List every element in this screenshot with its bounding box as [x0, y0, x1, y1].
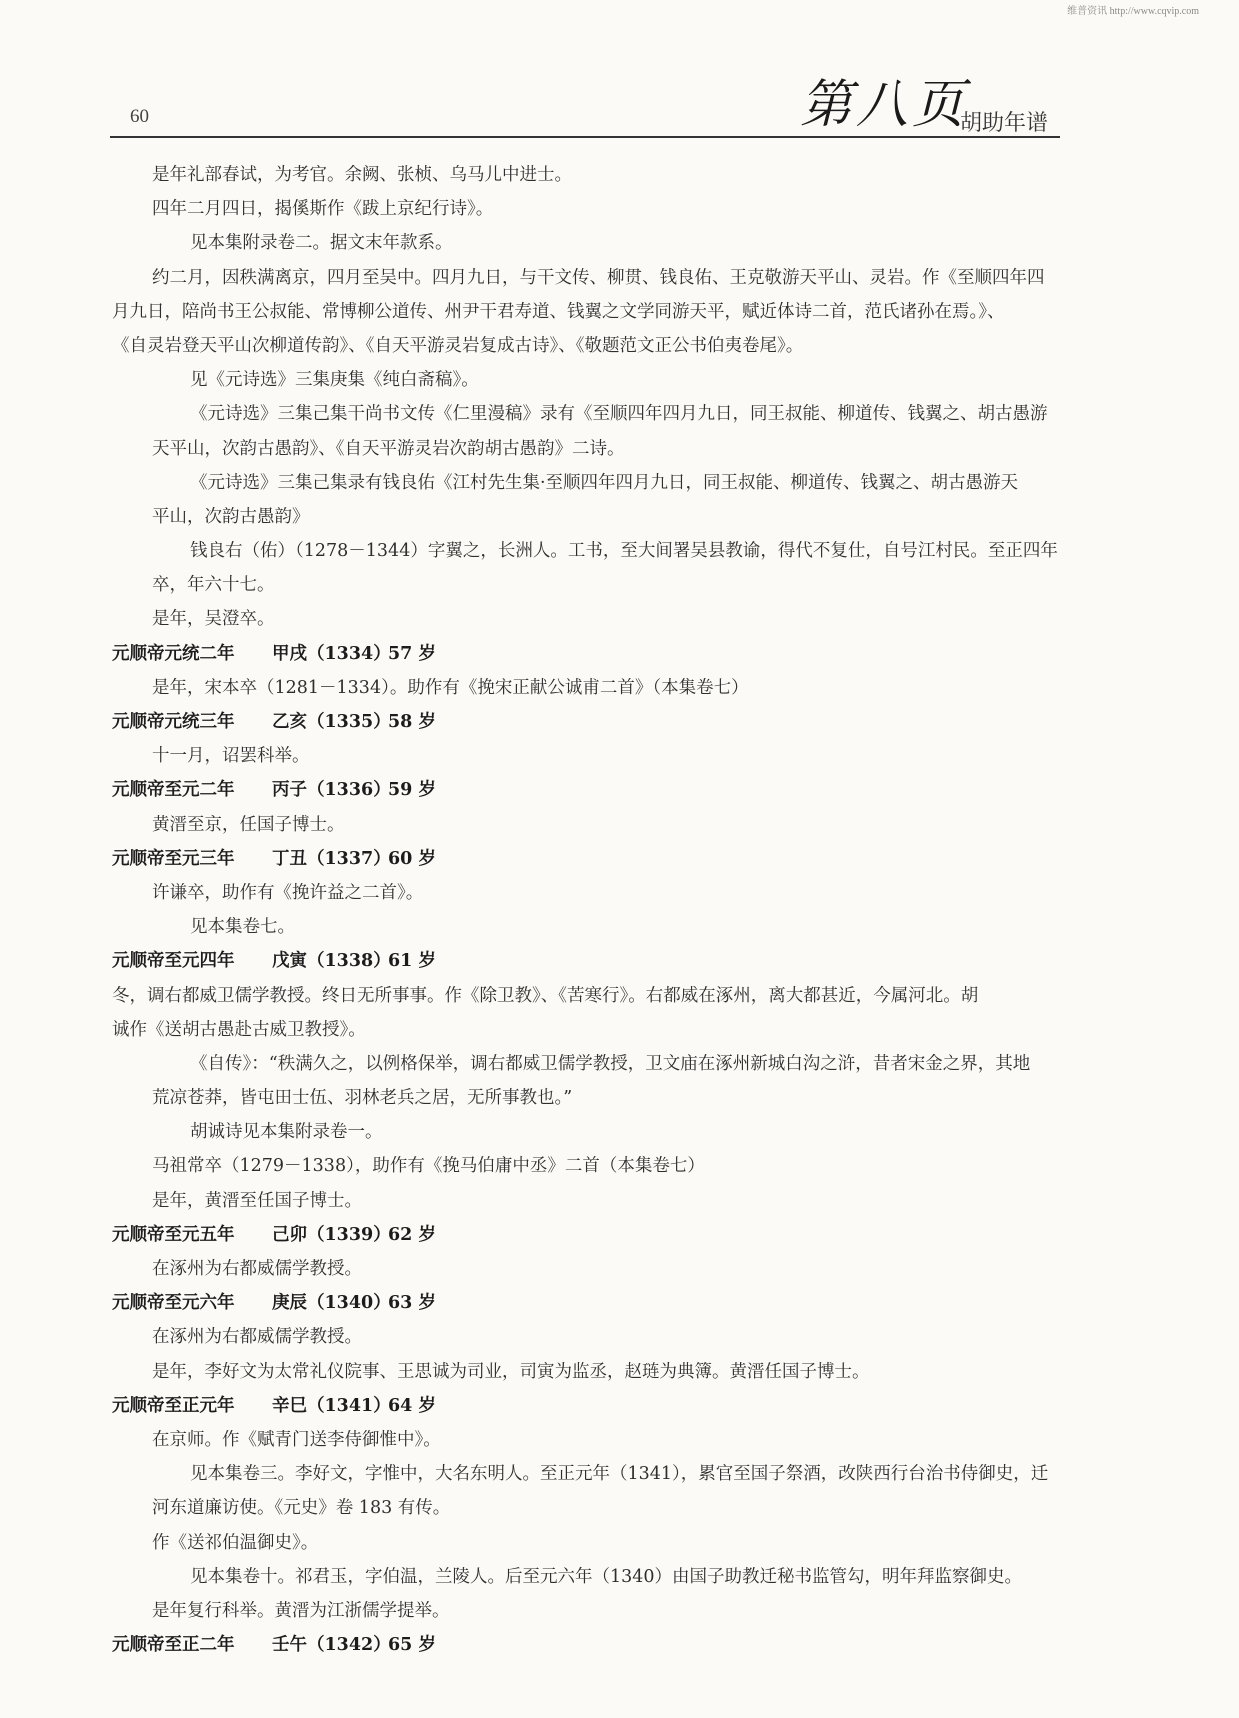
- text-line: 《自灵岩登天平山次柳道传韵》、《自天平游灵岩复成古诗》、《敬题范文正公书伯夷卷尾》。: [112, 335, 804, 356]
- heading-age: 58 岁: [388, 712, 436, 732]
- text-line: 黄溍至京，任国子博士。: [152, 814, 345, 835]
- heading-ganzhi: 丁丑（1337）: [272, 848, 391, 869]
- page-number: 60: [130, 106, 149, 127]
- text-line: 是年礼部春试，为考官。余阙、张桢、乌马儿中进士。: [152, 165, 572, 185]
- heading-age: 61 岁: [388, 951, 436, 972]
- heading-ganzhi: 壬午（1342）: [272, 1635, 391, 1656]
- heading-era: 元顺帝至元五年: [112, 1224, 235, 1245]
- text-line: 许谦卒，助作有《挽许益之二首》。: [152, 882, 424, 903]
- page-header: [110, 62, 1060, 138]
- text-line: 见本集卷三。李好文，字惟中，大名东明人。至正元年（1341），累官至国子祭酒，改陕西行台治书侍御史，迁: [190, 1464, 1049, 1485]
- text-line: 月九日，陪尚书王公叔能、常博柳公道传、州尹干君寿道、钱翼之文学同游天平，赋近体诗二首，范氏诸孙在焉。》、: [112, 301, 1005, 322]
- text-line: 荒凉苍莽，皆屯田士伍、羽林老兵之居，无所事教也。”: [152, 1088, 573, 1109]
- heading-era: 元顺帝至正二年: [112, 1635, 235, 1656]
- heading-era: 元顺帝至元二年: [112, 780, 235, 801]
- heading-era: 元顺帝至元四年: [112, 951, 235, 972]
- text-line: 十一月，诏罢科举。: [152, 746, 310, 767]
- heading-ganzhi: 甲戌（1334）: [272, 643, 391, 664]
- heading-ganzhi: 乙亥（1335）: [272, 712, 391, 732]
- heading-age: 57 岁: [388, 643, 436, 664]
- text-line: 平山，次韵古愚韵》: [152, 506, 310, 527]
- text-line: 约二月，因秩满离京，四月至吴中。四月九日，与干文传、柳贯、钱良佑、王克敬游天平山、灵岩。作《至顺四年四: [152, 267, 1045, 288]
- heading-era: 元顺帝元统三年: [112, 712, 235, 732]
- text-line: 是年，李好文为太常礼仪院事、王思诚为司业，司寅为监丞，赵琏为典簿。黄溍任国子博士。: [152, 1361, 870, 1382]
- running-title: 胡助年谱: [959, 111, 1048, 136]
- text-line: 马祖常卒（1279－1338），助作有《挽马伯庸中丞》二首（本集卷七）: [152, 1156, 705, 1177]
- year-heading: [112, 842, 1057, 876]
- text-line: 《元诗选》三集己集录有钱良佑《江村先生集·至顺四年四月九日，同王叔能、柳道传、钱翼之、胡古愚游天: [190, 472, 1019, 493]
- heading-age: 64 岁: [388, 1395, 436, 1416]
- text-line: 《元诗选》三集己集干尚书文传《仁里漫稿》录有《至顺四年四月九日，同王叔能、柳道传、钱翼之、胡古愚游: [190, 404, 1048, 425]
- text-line: 见本集卷十。祁君玉，字伯温，兰陵人。后至元六年（1340）由国子助教迁秘书监管勾，明年拜监察御史。: [190, 1566, 1023, 1587]
- text-line: 《自传》：“秩满久之，以例格保举，调右都威卫儒学教授，卫文庙在涿州新城白沟之浒，昔者宋金之界，其地: [190, 1053, 1031, 1074]
- text-line: 胡诚诗见本集附录卷一。: [190, 1122, 383, 1143]
- year-heading: [112, 944, 1057, 978]
- text-line: 河东道廉访使。《元史》卷 183 有传。: [152, 1498, 451, 1519]
- text-line: 是年，吴澄卒。: [152, 609, 275, 630]
- year-heading: [112, 705, 1057, 739]
- heading-ganzhi: 庚辰（1340）: [272, 1293, 391, 1314]
- heading-ganzhi: 辛巳（1341）: [272, 1395, 391, 1416]
- heading-ganzhi: 丙子（1336）: [272, 780, 391, 801]
- heading-era: 元顺帝至元三年: [112, 848, 235, 869]
- text-line: 钱良右（佑）（1278－1344）字翼之，长洲人。工书，至大间署吴县教谕，得代不复仕，自号江村民。至正四年: [190, 541, 1058, 562]
- heading-age: 65 岁: [388, 1635, 436, 1656]
- text-line: 是年，宋本卒（1281－1334）。助作有《挽宋正献公诚甫二首》（本集卷七）: [152, 677, 749, 698]
- text-line: 在涿州为右都威儒学教授。: [152, 1327, 362, 1348]
- heading-ganzhi: 戊寅（1338）: [272, 951, 391, 972]
- text-line: 在京师。作《赋青门送李侍御惟中》。: [152, 1429, 441, 1450]
- text-line: 冬，调右都威卫儒学教授。终日无所事事。作《除卫教》、《苦寒行》。右都威在涿州，离大都甚近，今属河北。胡: [112, 985, 979, 1006]
- text-line: 在涿州为右都威儒学教授。: [152, 1259, 362, 1279]
- text-line: 卒，年六十七。: [152, 575, 275, 596]
- heading-era: 元顺帝元统二年: [112, 643, 235, 664]
- year-heading: [112, 1389, 1057, 1423]
- year-heading: [112, 1286, 1057, 1320]
- text-line: 见本集卷七。: [190, 917, 295, 938]
- header-rule: [110, 136, 1060, 138]
- heading-ganzhi: 己卯（1339）: [272, 1224, 391, 1245]
- text-line: 四年二月四日，揭傒斯作《跋上京纪行诗》。: [152, 199, 494, 220]
- chronicle-body: [112, 158, 1057, 1662]
- text-line: 是年，黄溍至任国子博士。: [152, 1190, 362, 1211]
- text-line: 见《元诗选》三集庚集《纯白斋稿》。: [190, 370, 479, 391]
- year-heading: [112, 773, 1057, 807]
- text-line: 天平山，次韵古愚韵》、《自天平游灵岩次韵胡古愚韵》二诗。: [152, 438, 625, 459]
- heading-era: 元顺帝至正元年: [112, 1395, 235, 1416]
- year-heading: [112, 1218, 1057, 1252]
- heading-age: 59 岁: [388, 780, 436, 801]
- heading-era: 元顺帝至元六年: [112, 1293, 235, 1314]
- handwritten-annotation: 第八页: [800, 75, 969, 135]
- heading-age: 62 岁: [388, 1224, 436, 1245]
- heading-age: 60 岁: [388, 848, 436, 869]
- text-line: 诚作《送胡古愚赴古威卫教授》。: [112, 1019, 366, 1040]
- text-line: 作《送祁伯温御史》。: [152, 1532, 319, 1553]
- text-line: 见本集附录卷二。据文末年款系。: [190, 233, 453, 254]
- year-heading: [112, 637, 1057, 671]
- text-line: 是年复行科举。黄溍为江浙儒学提举。: [152, 1600, 450, 1621]
- watermark-text: 维普资讯 http://www.cqvip.com: [1067, 6, 1199, 17]
- year-heading: [112, 1628, 1057, 1662]
- heading-age: 63 岁: [388, 1293, 436, 1314]
